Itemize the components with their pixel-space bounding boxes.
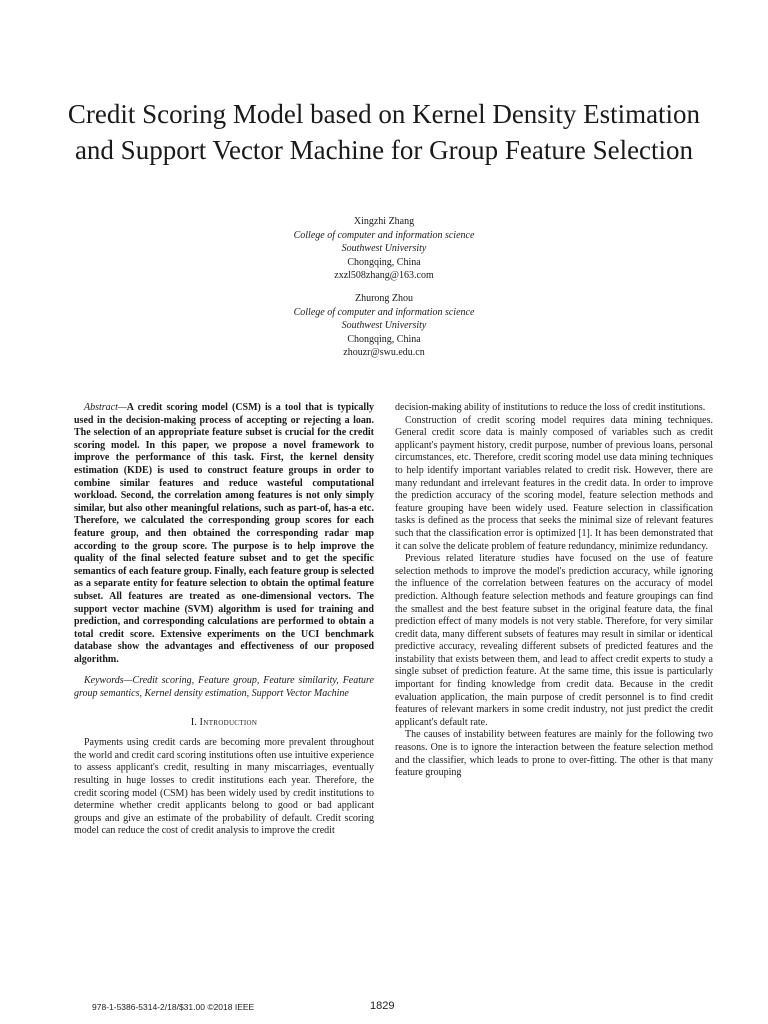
right-column [395,402,713,780]
section-number: I. [190,716,197,728]
abstract-text: A credit scoring model (CSM) is a tool that is typically used in the decision-making process of accepting or rejecting a loan. The selection of an appropriate feature subset is crucial for the credit scoring model. In this paper, we propose a novel framework to improve the performance of this task. First, the kernel density estimation (KDE) is used to construct feature groups in order to combine similar features and reduce wasteful computational workload. Second, the correlation among features is not only simply similar, but also other meaningful relations, such as part-of, has-a etc. Therefore, we calculated the corresponding group scores for each feature group, and then obtained the corresponding radar map according to the group score. The purpose is to help improve the quality of the final selected feature subset and to get the specific semantics of each feature group. Finally, each feature group is selected as a separate entity for feature selection to obtain the optimal feature subset. All features are treated as one-dimensional vectors. The support vector machine (SVM) algorithm is used for training and prediction, and corresponding calculations are performed to obtain a total credit score. Extensive experiments on the UCI benchmark database show the advantages and effectiveness of our proposed algorithm. [74,402,374,665]
abstract [74,402,374,666]
section-title: Introduction [199,716,258,728]
body-paragraph: Previous related literature studies have focused on the use of feature selection methods to improve the model's prediction accuracy, while ignoring the influence of the correlation between features on the accuracy of model prediction. Although feature selection methods and feature groupings can find the smallest and the best feature subset in the original feature data, the final prediction effect of many models is not very stable. Therefore, for very similar credit data, many different subsets of features may result in similar or identical predictive accuracy, revealing different subsets of predicted features and the instability that exists between them, and lead to affect credit experts to study a single subset of prediction feature. At the same time, this issue is particularly important for finding knowledge from credit data. Because in the credit evaluation application, the main purpose of credit personnel is to find credit features of relevant markers in some credit industry, not just predict the credit applicant's default rate. [395,553,713,728]
footer-isbn: 978-1-5386-5314-2/18/$31.00 ©2018 IEEE [92,1002,255,1012]
author-location: Chongqing, China [347,333,421,345]
section-heading [74,717,374,730]
author-university: Southwest University [341,320,427,331]
author-name: Zhurong Zhou [354,293,414,304]
body-paragraph: The causes of instability between features are mainly for the following two reasons. One is to ignore the interaction between the feature selection method and the classifier, which leads to prone to over-fitting. The other is that many feature grouping [395,729,713,779]
abstract-lead: Abstract— [84,402,127,413]
author-university: Southwest University [341,243,427,254]
body-paragraph-continued: decision-making ability of institutions to reduce the loss of credit institutions. [395,402,706,413]
author-location: Chongqing, China [347,256,421,268]
author-name: Xingzhi Zhang [353,216,415,227]
page-number: 1829 [370,1000,395,1012]
author-affiliation: College of computer and information science [293,306,475,318]
author-email: zhouzr@swu.edu.cn [343,347,425,358]
left-column [74,402,374,838]
author-affiliation: College of computer and information science [293,229,475,241]
paper-title: Credit Scoring Model based on Kernel Density Estimation and Support Vector Machine for Group Feature Selection [67,99,701,166]
keywords: Keywords—Credit scoring, Feature group, Feature similarity, Feature group semantics, Kernel density estimation, Support Vector Machine [74,675,374,700]
author-block-1 [184,215,584,283]
intro-paragraph-1: Payments using credit cards are becoming more prevalent throughout the world and credit card scoring institutions often use intuitive experience to assess applicant's credit, resulting in many miscarriages, eventually resulting in huge losses to credit institutions each year. Therefore, the credit scoring model (CSM) has been widely used by credit institutions to determine whether credit applicants belong to good or bad applicant groups and give an estimate of the probability of default. Credit scoring model can reduce the cost of credit analysis to improve the credit [74,737,374,837]
author-block-2 [184,292,584,360]
body-paragraph: Construction of credit scoring model requires data mining techniques. General credit score data is mainly composed of variables such as credit applicant's payment history, credit purpose, number of previous loans, personal circumstances, etc. Therefore, credit scoring model use data mining techniques to help identify important variables related to credit risk. However, there are many redundant and irrelevant features in the credit data. In order to improve the prediction accuracy of the scoring model, feature selection methods and feature grouping have been widely used. Feature selection in classification tasks is defined as the process that seeks the minimal size of relevant features such that the classification error is optimized [1]. It has been demonstrated that it can solve the delicate problem of feature redundancy, minimize redundancy. [395,414,713,552]
author-email: zxzl508zhang@163.com [334,270,434,281]
